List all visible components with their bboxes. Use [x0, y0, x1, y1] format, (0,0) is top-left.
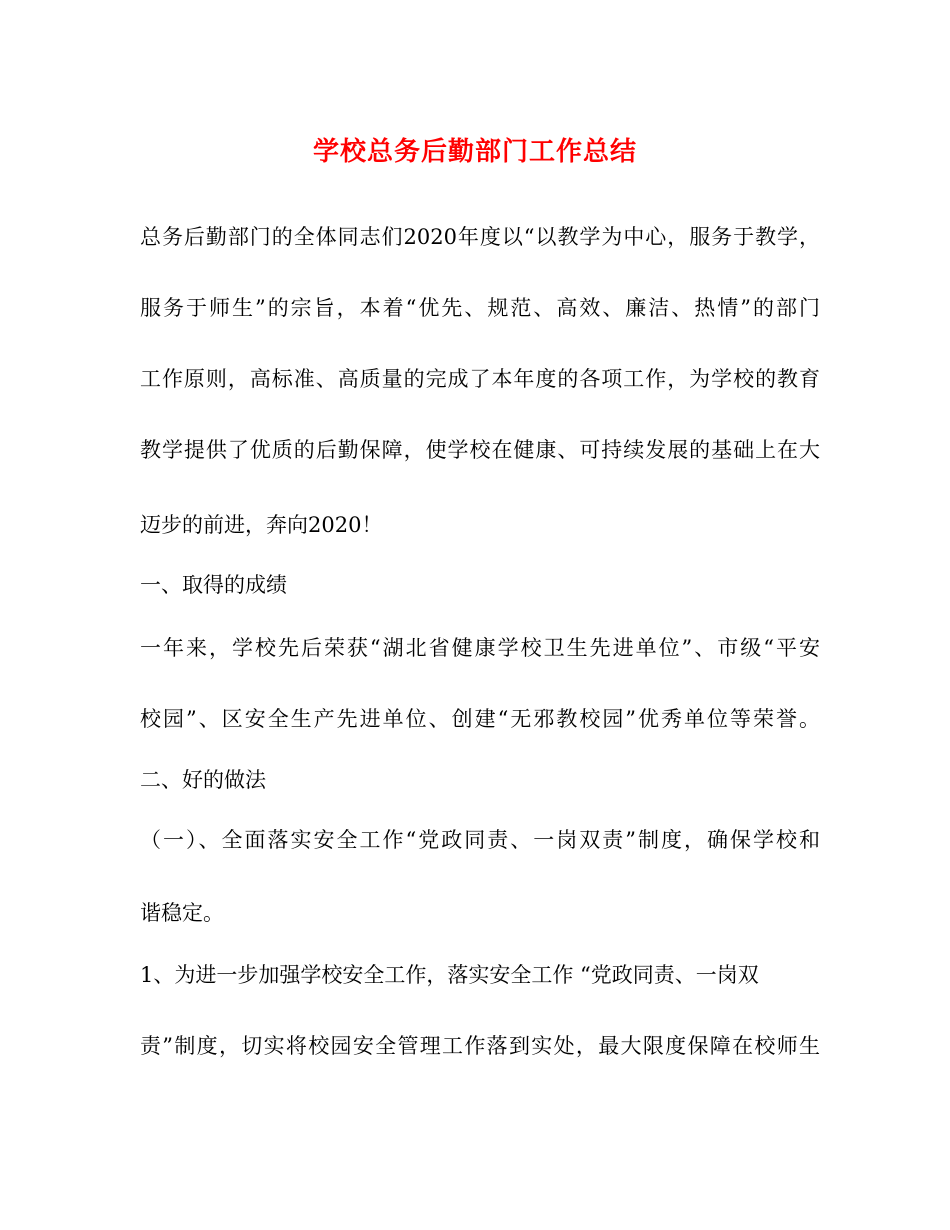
paragraph-line: 教学提供了优质的后勤保障，使学校在健康、可持续发展的基础上在大	[140, 438, 820, 462]
subsection-heading: （一）、全面落实安全工作“党政同责、一岗双责”制度，确保学校和	[140, 828, 820, 852]
document-title: 学校总务后勤部门工作总结	[312, 137, 637, 167]
paragraph-line: 服务于师生”的宗旨，本着“优先、规范、高效、廉洁、热情”的部门	[140, 296, 820, 320]
paragraph-line: 校园”、区安全生产先进单位、创建“无邪教校园”优秀单位等荣誉。	[140, 707, 820, 731]
section-heading: 二、好的做法	[140, 768, 266, 792]
paragraph-line: 迈步的前进，奔向2020！	[140, 513, 383, 537]
paragraph-line: 1、为进一步加强学校安全工作，落实安全工作 “党政同责、一岗双	[140, 963, 759, 987]
paragraph-line: 责”制度，切实将校园安全管理工作落到实处，最大限度保障在校师生	[140, 1034, 820, 1058]
paragraph-line: 工作原则，高标准、高质量的完成了本年度的各项工作，为学校的教育	[140, 367, 820, 391]
subsection-heading: 谐稳定。	[140, 901, 224, 925]
paragraph-line: 总务后勤部门的全体同志们2020年度以“以教学为中心，服务于教学，	[140, 225, 820, 249]
section-heading: 一、取得的成绩	[140, 573, 287, 597]
paragraph-line: 一年来，学校先后荣获“湖北省健康学校卫生先进单位”、市级“平安	[140, 636, 820, 660]
